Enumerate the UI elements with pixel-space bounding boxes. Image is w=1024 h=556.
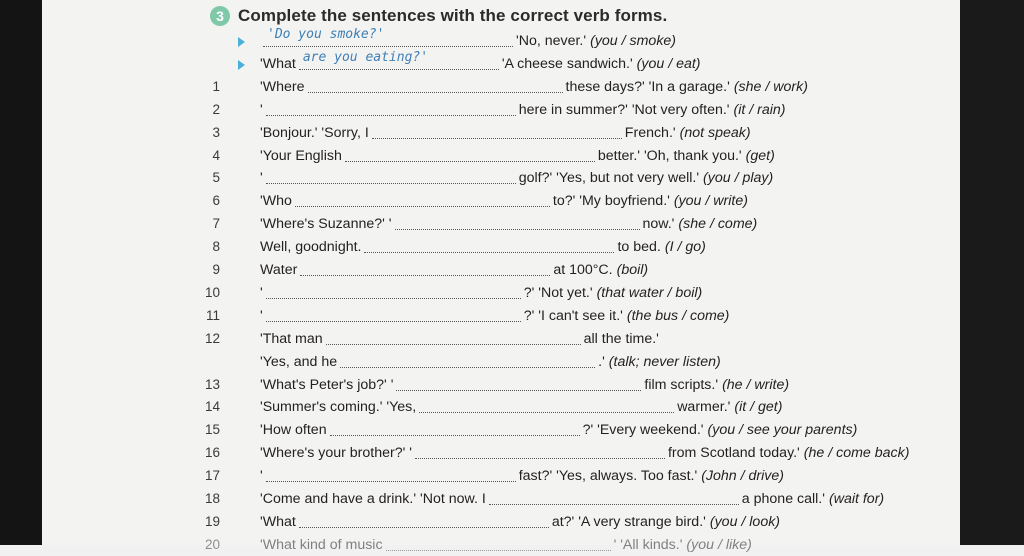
sentence-text: ' 'All kinds.' — [613, 536, 683, 553]
sentence-row — [42, 327, 960, 350]
sentence-content — [260, 330, 659, 348]
verb-hint: (not speak) — [679, 124, 751, 141]
sentence-content — [260, 421, 857, 439]
sentence-text: Water — [260, 262, 298, 278]
verb-hint: (talk; never listen) — [608, 353, 721, 370]
answer-blank[interactable] — [300, 261, 550, 276]
sentence-row — [42, 510, 960, 533]
sentence-text: at 100°C. — [553, 262, 613, 278]
answer-blank[interactable] — [386, 536, 611, 551]
sentence-row — [42, 98, 960, 121]
sentence-row — [42, 418, 960, 441]
sentence-row — [42, 75, 960, 98]
answer-blank[interactable] — [266, 284, 521, 299]
sentence-row — [42, 29, 960, 52]
sentence-text: 'Summer's coming.' 'Yes, — [260, 399, 417, 416]
sentence-text: 'What kind of music — [260, 536, 383, 553]
sentence-text: at?' 'A very strange bird.' — [551, 513, 706, 530]
answer-blank[interactable] — [340, 353, 595, 368]
sentence-row — [42, 304, 960, 327]
example-arrow-icon — [238, 60, 245, 70]
sentence-text: 'Come and have a drink.' 'Not now. I — [260, 491, 486, 507]
sentence-number: 4 — [212, 147, 220, 163]
sentence-row — [42, 395, 960, 418]
sentence-text: now.' — [642, 216, 675, 233]
sentence-number: 3 — [212, 124, 220, 140]
sentence-content — [260, 284, 702, 302]
sentence-text: ?' 'Every weekend.' — [582, 422, 704, 439]
sentence-text: ?' 'I can't see it.' — [523, 307, 623, 324]
sentence-number: 20 — [204, 536, 220, 552]
sentence-text: here in summer?' 'Not very often.' — [518, 101, 730, 118]
sentence-row — [42, 487, 960, 510]
sentence-content — [260, 490, 884, 508]
sentence-row — [42, 49, 960, 75]
sentence-text: fast?' 'Yes, always. Too fast.' — [518, 468, 698, 485]
answer-blank[interactable] — [266, 307, 521, 322]
sentence-row — [42, 258, 960, 281]
exercise-instructions: Complete the sentences with the correct verb forms. — [238, 6, 668, 25]
sentence-row — [42, 235, 960, 258]
verb-hint: (you / eat) — [636, 55, 701, 72]
sentence-row — [42, 121, 960, 144]
verb-hint: (it / rain) — [733, 101, 786, 118]
sentence-content — [260, 467, 784, 485]
verb-hint: (you / see your parents) — [707, 422, 858, 439]
answer-blank[interactable] — [295, 192, 550, 207]
sentence-content — [260, 444, 909, 462]
sentence-text: 'A cheese sandwich.' — [501, 55, 633, 72]
sentence-number: 11 — [205, 307, 220, 323]
sentence-text: 'What — [260, 55, 296, 72]
sentence-content — [260, 101, 786, 119]
sentence-content — [260, 27, 677, 50]
sentence-row — [42, 189, 960, 212]
sentence-text: Well, goodnight. — [260, 239, 362, 256]
sentence-number: 8 — [212, 239, 220, 255]
verb-hint: (boil) — [616, 262, 649, 278]
answer-blank[interactable] — [330, 421, 580, 436]
worksheet — [42, 0, 960, 553]
sentence-text: 'Where's Suzanne?' ' — [260, 216, 392, 233]
sentence-number: 15 — [204, 422, 220, 438]
verb-hint: (you / play) — [703, 170, 774, 187]
verb-hint: (wait for) — [828, 491, 885, 507]
sentence-text: ' — [260, 468, 263, 485]
sentence-row — [42, 166, 960, 189]
verb-hint: (you / like) — [686, 536, 752, 553]
sentence-content — [260, 78, 808, 96]
answer-blank[interactable] — [372, 124, 622, 139]
sentence-text: 'How often — [260, 422, 327, 439]
sentence-content — [260, 124, 751, 142]
answer-blank[interactable] — [396, 376, 641, 391]
sentence-content — [260, 238, 706, 256]
verb-hint: (she / work) — [733, 78, 808, 95]
sentence-text: all the time.' — [583, 330, 659, 347]
sentence-content — [260, 215, 757, 233]
sentence-number: 18 — [204, 491, 220, 506]
sentence-number: 2 — [212, 101, 220, 117]
sentence-text: 'What — [260, 513, 296, 530]
answer-blank[interactable] — [345, 147, 595, 162]
verb-hint: (I / go) — [664, 239, 706, 256]
sentence-number: 6 — [212, 193, 220, 209]
verb-hint: (that water / boil) — [596, 284, 703, 301]
sentence-text: from Scotland today.' — [667, 445, 800, 462]
sentence-number: 9 — [212, 262, 220, 277]
sentence-row — [42, 441, 960, 464]
sentence-row — [42, 281, 960, 304]
sentence-row — [42, 212, 960, 235]
sentence-text: 'That man — [260, 330, 323, 347]
sentence-content — [260, 398, 782, 416]
verb-hint: (you / smoke) — [590, 33, 677, 49]
verb-hint: (you / look) — [709, 513, 781, 530]
sentence-text: a phone call.' — [741, 491, 825, 507]
sentence-text: better.' 'Oh, thank you.' — [597, 147, 742, 164]
answer-blank[interactable] — [266, 101, 516, 116]
sentence-text: 'No, never.' — [516, 33, 587, 49]
verb-hint: (the bus / come) — [626, 307, 730, 324]
sentence-text: 'What's Peter's job?' ' — [260, 376, 394, 393]
sentence-text: .' — [598, 353, 605, 370]
sentence-text: ' — [260, 170, 263, 187]
sentence-text: 'Where's your brother?' ' — [260, 445, 412, 462]
sentence-text: warmer.' — [677, 399, 731, 416]
answer-blank[interactable] — [419, 398, 674, 413]
sentence-text: 'Yes, and he — [260, 353, 338, 370]
sentence-text: ?' 'Not yet.' — [523, 284, 593, 301]
answer-blank[interactable] — [395, 215, 640, 230]
sentence-text: 'Where — [260, 78, 305, 95]
verb-hint: (he / come back) — [803, 445, 910, 462]
sentence-text: ' — [260, 284, 263, 301]
sentence-content — [260, 307, 729, 325]
sentence-number: 12 — [204, 330, 220, 346]
sentence-row — [42, 144, 960, 167]
sentence-text: 'Bonjour.' 'Sorry, I — [260, 124, 369, 141]
sentence-number: 7 — [212, 216, 220, 232]
example-arrow-icon — [238, 37, 245, 47]
sentence-content — [260, 261, 648, 279]
answer-blank[interactable] — [266, 467, 516, 482]
sentence-content — [260, 49, 701, 73]
sentence-text: golf?' 'Yes, but not very well.' — [518, 170, 700, 187]
sentence-number: 10 — [204, 284, 220, 300]
answer-blank[interactable] — [263, 27, 513, 47]
sentence-text: these days?' 'In a garage.' — [565, 78, 730, 95]
sentence-number: 17 — [204, 468, 220, 484]
sentence-content — [260, 169, 773, 187]
sentence-content — [260, 147, 775, 165]
answer-blank[interactable] — [308, 78, 563, 93]
sentence-text: 'Who — [260, 193, 292, 210]
answer-blank[interactable] — [415, 444, 665, 459]
sentence-text: 'Your English — [260, 147, 342, 164]
sentence-content — [260, 376, 789, 394]
sentence-row — [42, 373, 960, 396]
verb-hint: (you / write) — [673, 193, 748, 210]
answer-blank[interactable] — [299, 513, 549, 528]
sentence-number: 13 — [204, 376, 220, 392]
sentence-number: 14 — [204, 399, 220, 415]
verb-hint: (it / get) — [734, 399, 783, 416]
example-answer: are you eating?' — [302, 49, 429, 65]
answer-blank[interactable] — [489, 490, 739, 505]
exercise-heading — [210, 4, 667, 28]
sentence-text: ' — [260, 101, 263, 118]
sentence-number: 16 — [204, 445, 220, 461]
sentence-text: to?' 'My boyfriend.' — [552, 193, 670, 210]
example-answer: 'Do you smoke?' — [267, 27, 385, 42]
sentence-text: ' — [260, 307, 263, 324]
sentence-text: French.' — [624, 124, 676, 141]
answer-blank[interactable] — [364, 238, 614, 253]
verb-hint: (she / come) — [678, 216, 758, 233]
exercise-number-badge: 3 — [210, 6, 230, 26]
sentence-text: to bed. — [617, 239, 661, 256]
answer-blank[interactable] — [299, 49, 499, 70]
answer-blank[interactable] — [326, 330, 581, 345]
sentence-row — [42, 464, 960, 487]
sentence-number: 1 — [212, 78, 220, 94]
sentence-row — [42, 350, 960, 373]
verb-hint: (John / drive) — [701, 468, 784, 485]
answer-blank[interactable] — [266, 169, 516, 184]
sentence-number: 5 — [212, 170, 220, 186]
sentence-content — [260, 513, 780, 531]
sentence-text: film scripts.' — [644, 376, 719, 393]
sentence-row — [42, 533, 960, 556]
sentence-content — [260, 192, 748, 210]
sentence-content — [260, 353, 721, 371]
verb-hint: (he / write) — [722, 376, 790, 393]
verb-hint: (get) — [745, 147, 775, 164]
sentence-number: 19 — [204, 513, 220, 529]
